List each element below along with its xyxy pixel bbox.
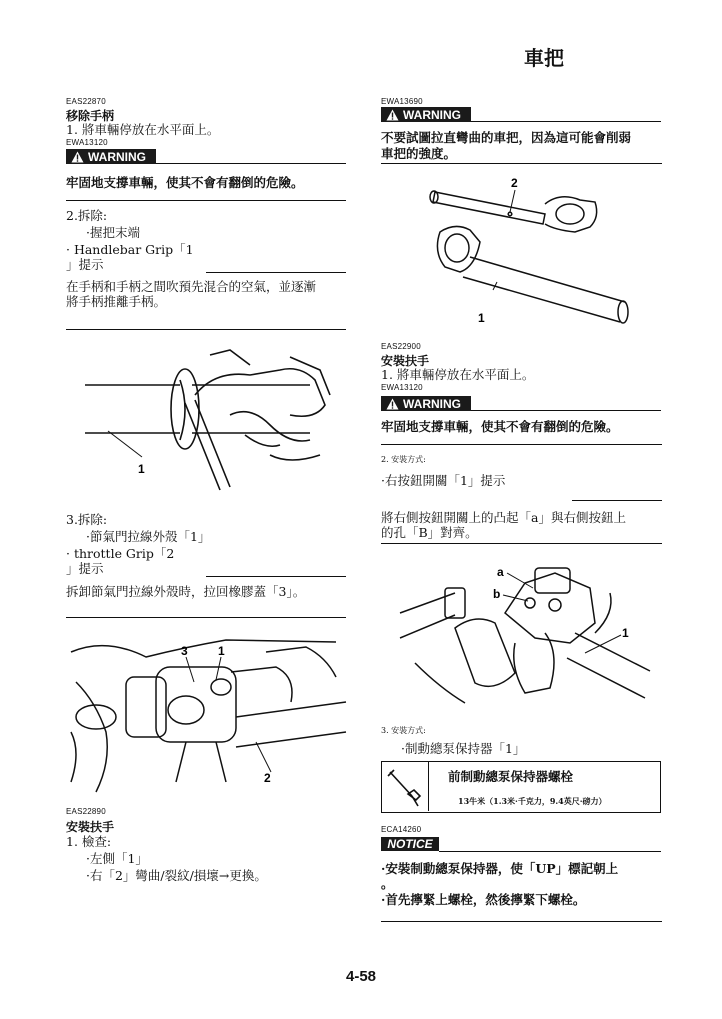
step-subitem: ·握把末端 xyxy=(86,225,140,240)
step-subitem: ·制動總泵保持器「1」 xyxy=(401,741,526,756)
torque-title: 前制動總泵保持器螺栓 xyxy=(448,769,574,784)
warning-triangle-icon xyxy=(71,151,84,163)
grip-removal-illustration xyxy=(80,345,340,500)
wrench-icon xyxy=(382,762,426,810)
torque-icon-cell xyxy=(382,762,429,811)
section-code: EAS22900 xyxy=(381,342,421,351)
callout-2: 2 xyxy=(511,176,518,190)
step-subitem: 」提示 xyxy=(66,561,104,576)
section-title: 移除手柄 xyxy=(66,109,115,123)
step-text: 3.拆除: xyxy=(66,512,108,527)
page-title: 車把 xyxy=(524,46,564,70)
step-subitem: ·左側「1」 xyxy=(86,851,148,866)
notice-text: ·首先擰緊上螺栓，然後擰緊下螺栓。 xyxy=(381,892,586,907)
notice-badge xyxy=(381,837,439,851)
torque-spec-box xyxy=(381,761,661,813)
warning-text: 牢固地支撐車輛，使其不會有翻倒的危險。 xyxy=(66,175,304,190)
note-text: 將右側按鈕開關上的凸起「a」與右側按鈕上 xyxy=(381,510,626,525)
warning-triangle-icon xyxy=(386,109,399,121)
divider xyxy=(471,121,661,122)
page-number: 4-58 xyxy=(346,968,377,985)
warning-code: EWA13690 xyxy=(381,97,423,106)
step-subitem: ·右按鈕開關「1」提示 xyxy=(381,473,506,488)
callout-1: 1 xyxy=(138,462,145,476)
step-text: 1. 將車輛停放在水平面上。 xyxy=(381,367,535,382)
right-switch-illustration xyxy=(395,553,657,713)
warning-text: 不要試圖拉直彎曲的車把，因為這可能會削弱 xyxy=(381,130,632,145)
warning-code: EWA13120 xyxy=(66,138,108,147)
divider xyxy=(381,543,662,544)
note-text: 的孔「B」對齊。 xyxy=(381,525,478,540)
divider xyxy=(66,200,346,201)
step-text: 3. 安裝方式: xyxy=(381,726,426,735)
callout-1: 1 xyxy=(218,644,225,658)
warning-text: 車把的強度。 xyxy=(381,146,457,161)
step-text: 1. 檢查: xyxy=(66,834,112,849)
section-title: 安裝扶手 xyxy=(381,354,430,368)
divider xyxy=(471,410,661,411)
warning-badge xyxy=(381,396,471,411)
warning-label: WARNING xyxy=(88,149,146,164)
warning-label: WARNING xyxy=(403,107,461,122)
warning-code: EWA13120 xyxy=(381,383,423,392)
divider xyxy=(66,617,346,618)
divider xyxy=(156,163,346,164)
divider xyxy=(572,500,662,501)
step-text: 1. 將車輛停放在水平面上。 xyxy=(66,122,220,137)
callout-2: 2 xyxy=(264,771,271,785)
notice-text: ·安裝制動總泵保持器，使「UP」標記朝上 xyxy=(381,861,619,876)
section-code: EAS22890 xyxy=(66,807,106,816)
warning-badge xyxy=(66,149,156,164)
note-text: 拆卸節氣門拉線外殼時，拉回橡膠蓋「3」。 xyxy=(66,584,306,599)
warning-badge xyxy=(381,107,471,122)
section-code: EAS22870 xyxy=(66,97,106,106)
note-text: 將手柄推離手柄。 xyxy=(66,294,167,309)
notice-text: 。 xyxy=(381,876,394,891)
divider xyxy=(381,921,662,922)
section-title: 安裝扶手 xyxy=(66,820,115,834)
notice-label: NOTICE xyxy=(387,837,433,851)
step-subitem: 」提示 xyxy=(66,257,104,272)
callout-3: 3 xyxy=(181,644,188,658)
divider xyxy=(206,576,346,577)
warning-label: WARNING xyxy=(403,396,461,411)
callout-1: 1 xyxy=(622,626,629,640)
divider xyxy=(381,163,662,164)
torque-value: 13牛米（1.3米·千克力，9.4英尺·磅力） xyxy=(458,796,607,806)
divider xyxy=(206,272,346,273)
handlebar-illustration xyxy=(395,172,645,327)
step-subitem: · throttle Grip「2 xyxy=(66,546,175,561)
warning-text: 牢固地支撐車輛，使其不會有翻倒的危險。 xyxy=(381,419,619,434)
divider xyxy=(439,851,661,852)
step-text: 2. 安裝方式: xyxy=(381,455,426,464)
note-text: 在手柄和手柄之間吹預先混合的空氣，並逐漸 xyxy=(66,279,317,294)
step-subitem: ·右「2」彎曲/裂紋/損壞→更換。 xyxy=(86,868,267,883)
callout-1: 1 xyxy=(478,311,485,325)
step-subitem: · Handlebar Grip「1 xyxy=(66,242,194,257)
step-text: 2.拆除: xyxy=(66,208,108,223)
callout-a: a xyxy=(497,565,504,579)
divider xyxy=(381,444,662,445)
step-subitem: ·節氣門拉線外殼「1」 xyxy=(86,529,211,544)
notice-code: ECA14260 xyxy=(381,825,422,834)
warning-triangle-icon xyxy=(386,398,399,410)
throttle-housing-illustration xyxy=(66,632,348,797)
divider xyxy=(66,329,346,330)
callout-b: b xyxy=(493,587,501,601)
